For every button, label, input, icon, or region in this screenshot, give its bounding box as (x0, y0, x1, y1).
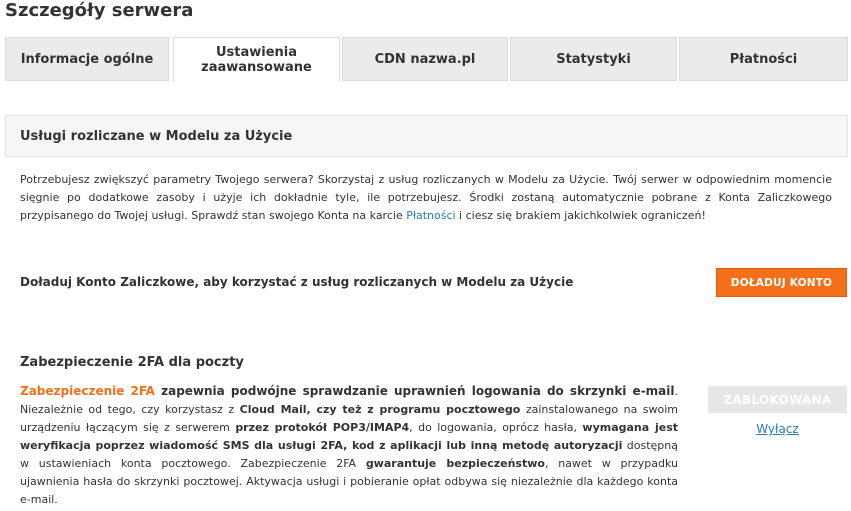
topup-text: Doładuj Konto Zaliczkowe, aby korzystać z usług rozliczanych w Modelu za Użycie (20, 275, 574, 289)
tab-general-info[interactable]: Informacje ogólne (5, 37, 169, 81)
tab-payments[interactable]: Płatności (679, 37, 848, 81)
twofa-title: Zabezpieczenie 2FA dla poczty (20, 355, 244, 370)
tab-statistics[interactable]: Statystyki (510, 37, 677, 81)
twofa-status-button: ZABLOKOWANA (708, 386, 847, 413)
payments-link[interactable]: Płatności (406, 209, 456, 222)
twofa-description: Zabezpieczenie 2FA zapewnia podwójne sprawdzanie uprawnień logowania do skrzynki e-mail. Niezależnie od tego, czy korzystasz z Cloud Mail, czy też z programu pocztowego zainstalowanego na swoim urządzeniu łączącym się z serwerem przez protokół POP3/IMAP4, do logowania, oprócz hasła, wymagana jest weryfikacja poprzez wiadomość SMS dla usługi 2FA, kod z aplikacji lub inną metodę autoryzacji dostępną w ustawieniach konta pocztowego. Zabezpieczenie 2FA gwarantuje bezpieczeństwo, nawet w przypadku ujawnienia hasła do skrzynki pocztowej. Aktywacja usługi i pobieranie opłat odbywa się niezależnie dla każdego konta e-mail. (20, 384, 679, 506)
tab-advanced-settings[interactable]: Ustawienia zaawansowane (173, 37, 340, 82)
twofa-disable-link[interactable]: Wyłącz (756, 422, 799, 436)
usage-section-header: Usługi rozliczane w Modelu za Użycie (5, 115, 848, 157)
tab-bar (5, 37, 848, 82)
usage-description: Potrzebujesz zwiększyć parametry Twojego serwera? Skorzystaj z usług rozliczanych w Modelu za Użycie. Twój serwer w odpowiednim momencie sięgnie po dodatkowe zasoby i użyje ich dokładnie tyle, ile potrzebujesz. Środki zostaną automatycznie pobrane z Konta Zaliczkowego przypisanego do Twojej usługi. Sprawdź stan swojego Konta na karcie Płatności i ciesz się brakiem jakichkolwiek ograniczeń! (20, 173, 832, 222)
topup-button[interactable]: DOŁADUJ KONTO (716, 268, 847, 297)
tab-cdn[interactable]: CDN nazwa.pl (342, 37, 508, 81)
page-title: Szczegóły serwera (5, 0, 194, 21)
